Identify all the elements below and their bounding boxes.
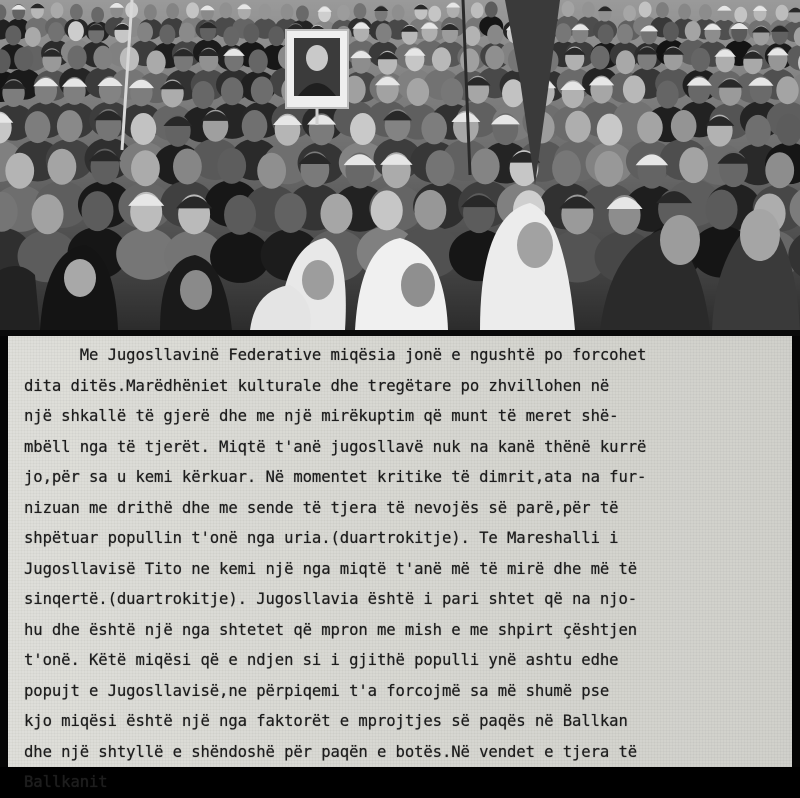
crowd-person-head bbox=[597, 114, 623, 146]
crowd-person-head bbox=[249, 49, 268, 73]
crowd-person-head bbox=[131, 150, 160, 186]
crowd-person-head bbox=[679, 147, 708, 183]
crowd-person-head bbox=[221, 77, 243, 105]
crowd-person-head bbox=[48, 22, 64, 42]
document-line: kjo miqësi është një nga faktorët e mprojtjes së paqës në Ballkan bbox=[24, 712, 628, 730]
crowd-person-head bbox=[598, 24, 614, 44]
crowd-person-head bbox=[594, 151, 623, 187]
crowd-person-head bbox=[407, 78, 429, 106]
crowd-person-head bbox=[275, 193, 307, 233]
crowd-person-head bbox=[428, 6, 441, 22]
crowd-person-head bbox=[590, 46, 609, 70]
crowd-person-head bbox=[146, 50, 165, 74]
crowd-person-head bbox=[57, 110, 83, 142]
document-line: t'onë. Këtë miqësi që e ndjen si i gjithë populli ynë ashtu edhe bbox=[24, 651, 619, 669]
crowd-person-head bbox=[159, 24, 175, 44]
crowd-person-head bbox=[131, 113, 157, 145]
document-line: dita ditës.Marëdhëniet kulturale dhe tregëtare po zhvillohen në bbox=[24, 376, 610, 395]
crowd-person-head bbox=[639, 1, 652, 17]
crowd-person-head bbox=[268, 26, 284, 46]
crowd-person-head bbox=[91, 7, 104, 23]
crowd-person-head bbox=[192, 81, 214, 109]
crowd-person-head bbox=[179, 23, 195, 43]
crowd-person-head bbox=[671, 110, 697, 142]
crowd-person-head bbox=[414, 190, 446, 230]
typewritten-document bbox=[8, 336, 792, 791]
crowd-person-head bbox=[562, 1, 575, 17]
crowd-person-head bbox=[68, 21, 84, 41]
document-line: Me Jugosllavinë Federative miqësia jonë e ngushtë po forcohet bbox=[24, 346, 647, 364]
document-line: dhe një shtyllë e shëndoshë për paqën e botës.Në vendet e tjera të bbox=[24, 742, 638, 761]
crowd-person-head bbox=[173, 148, 202, 184]
crowd-person-head bbox=[699, 4, 712, 20]
crowd-person-head bbox=[354, 3, 367, 19]
crowd-person-head bbox=[320, 194, 352, 234]
crowd-person-head bbox=[565, 111, 591, 143]
crowd-person-head bbox=[5, 153, 34, 189]
crowd-person-head bbox=[371, 190, 403, 230]
document-line: hu dhe është një nga shtetet që mpron me mish e me shpirt çështjen bbox=[24, 620, 638, 639]
crowd-person-head bbox=[32, 194, 64, 234]
crowd-person-head bbox=[464, 26, 480, 46]
crowd-photograph bbox=[0, 0, 800, 330]
crowd-person-head bbox=[48, 149, 77, 185]
crowd-person-head bbox=[14, 47, 33, 71]
document-line: shpëtuar popullin t'onë nga uria.(duartrokitje). Te Mareshalli i bbox=[24, 529, 619, 547]
crowd-person-head bbox=[776, 5, 789, 21]
crowd-person-head bbox=[186, 2, 199, 18]
crowd-person-head bbox=[219, 2, 232, 18]
crowd-person-head bbox=[259, 4, 272, 20]
crowd-person-head bbox=[678, 4, 691, 20]
crowd-person-head bbox=[166, 3, 179, 19]
crowd-person-head bbox=[485, 1, 498, 17]
crowd-person-head bbox=[144, 4, 157, 20]
crowd-person-head bbox=[555, 23, 571, 43]
document-line: mbëll nga të tjerët. Miqtë t'anë jugosllavë nuk na kanë thënë kurrë bbox=[24, 437, 647, 456]
crowd-person-head bbox=[745, 115, 771, 147]
crowd-person-head bbox=[460, 48, 479, 72]
crowd-person-head bbox=[281, 4, 294, 20]
document-line: nizuan me drithë dhe me sende të tjera të nevojës së parë,për të bbox=[24, 498, 619, 517]
document-line: një shkallë të gjerë dhe me një mirëkuptim që munt të meret shë- bbox=[24, 407, 619, 425]
crowd-person-head bbox=[217, 148, 246, 184]
crowd-person-head bbox=[432, 47, 451, 71]
crowd-person-head bbox=[5, 25, 21, 45]
crowd-person-head bbox=[426, 150, 455, 186]
crowd-person-head bbox=[223, 26, 239, 46]
crowd-person-head bbox=[337, 5, 350, 21]
crowd-photograph-drawing bbox=[0, 0, 800, 330]
crowd-person-head bbox=[25, 111, 51, 143]
crowd-person-head bbox=[93, 46, 112, 70]
crowd-person-head bbox=[471, 2, 484, 18]
crowd-person-head bbox=[685, 21, 701, 41]
crowd-person-head bbox=[68, 45, 87, 69]
crowd-person-head bbox=[243, 23, 259, 43]
crowd-person-head bbox=[376, 23, 392, 43]
crowd-person-head bbox=[224, 195, 256, 235]
crowd-person-head bbox=[552, 150, 581, 186]
crowd-person-head bbox=[663, 22, 679, 42]
crowd-person-head bbox=[734, 7, 747, 23]
document-line: popujt e Jugosllavisë,ne përpiqemi t'a forcojmë sa më shumë pse bbox=[24, 681, 610, 700]
document-line: Ballkanit bbox=[24, 773, 108, 791]
document-text bbox=[24, 340, 794, 798]
crowd-person-head bbox=[617, 24, 633, 44]
crowd-person-head bbox=[637, 112, 663, 144]
crowd-person-head bbox=[441, 78, 463, 106]
crowd-person-head bbox=[656, 2, 669, 18]
crowd-person-head bbox=[251, 76, 273, 104]
document-line: sinqertë.(duartrokitje). Jugosllavia është i pari shtet që na njo- bbox=[24, 590, 638, 608]
crowd-person-head bbox=[51, 2, 64, 18]
crowd-person-head bbox=[776, 76, 798, 104]
crowd-person-head bbox=[487, 25, 503, 45]
crowd-person-head bbox=[691, 48, 710, 72]
document-line: jo,për sa u kemi kërkuar. Në momentet kritike të dimrit,ata na fur- bbox=[24, 468, 647, 486]
crowd-person-head bbox=[623, 5, 636, 21]
crowd-person-head bbox=[257, 153, 286, 189]
crowd-person-head bbox=[485, 46, 504, 70]
crowd-person-head bbox=[656, 81, 678, 109]
crowd-person-head bbox=[582, 2, 595, 18]
crowd-person-head bbox=[421, 112, 447, 144]
crowd-person-head bbox=[350, 113, 376, 145]
crowd-person-head bbox=[471, 148, 500, 184]
crowd-person-head bbox=[70, 4, 83, 20]
crowd-person-head bbox=[616, 50, 635, 74]
crowd-person-head bbox=[392, 5, 405, 21]
crowd-person-head bbox=[242, 110, 268, 142]
crowd-person-head bbox=[623, 75, 645, 103]
crowd-person-head bbox=[82, 191, 114, 231]
crowd-person-head bbox=[25, 27, 41, 47]
crowd-person-head bbox=[706, 190, 738, 230]
crowd-person-head bbox=[765, 152, 794, 188]
crowd-person-head bbox=[137, 22, 153, 42]
crowd-person-head bbox=[296, 5, 309, 21]
document-line: Jugosllavisë Tito ne kemi një nga miqtë t'anë më të mirë dhe më të bbox=[24, 559, 638, 578]
